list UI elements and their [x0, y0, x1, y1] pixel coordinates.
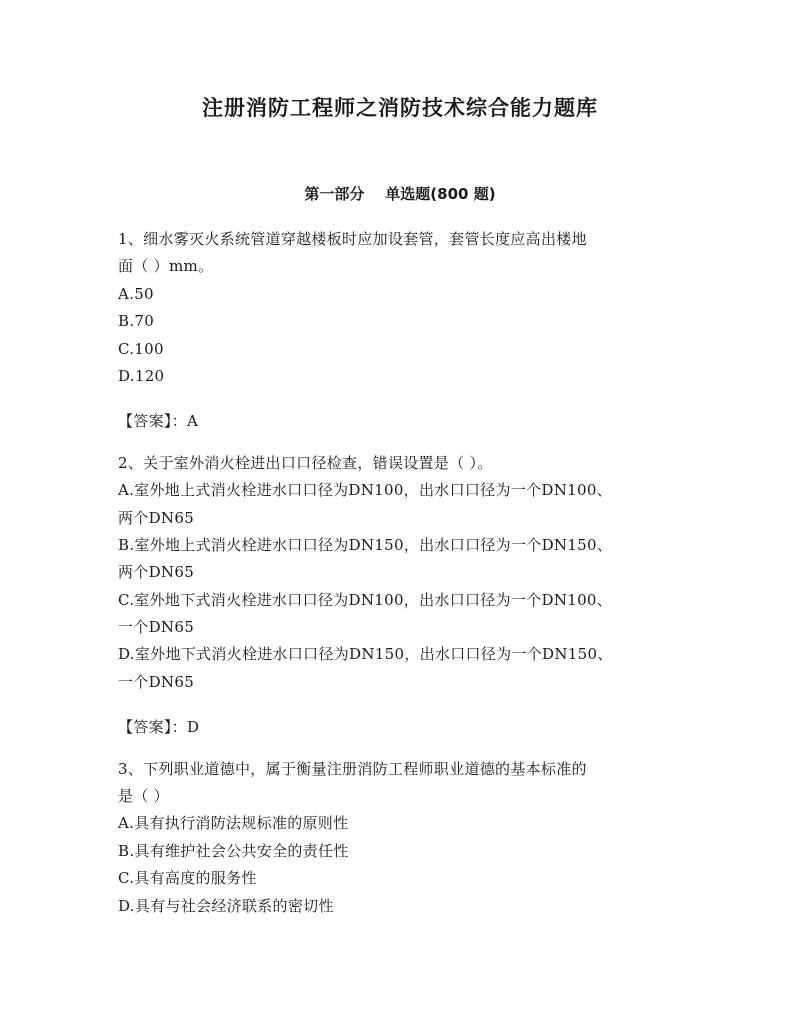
- question-3: [118, 756, 688, 920]
- question-1-answer: 【答案】：A: [118, 412, 199, 431]
- question-3-option-c: C.具有高度的服务性: [118, 869, 257, 888]
- question-2-option-d-line-2: 一个DN65: [118, 672, 195, 691]
- question-2-stem-line-1: 2、关于室外消火栓进出口口径检查，错误设置是（ ）。: [118, 453, 493, 472]
- question-3-stem-line-1: 3、下列职业道德中，属于衡量注册消防工程师职业道德的基本标准的: [118, 759, 587, 778]
- question-2-option-d-line-1: D.室外地下式消火栓进水口口径为DN150，出水口口径为一个DN150、: [118, 645, 613, 664]
- question-1-stem-line-2: 面（ ）mm。: [118, 257, 214, 276]
- question-2-option-c-line-1: C.室外地下式消火栓进水口口径为DN100，出水口口径为一个DN100、: [118, 590, 613, 609]
- question-2: [118, 450, 688, 756]
- question-3-option-a: A.具有执行消防法规标准的原则性: [118, 814, 349, 833]
- question-1-option-a: A.50: [118, 284, 154, 303]
- question-3-option-b: B.具有维护社会公共安全的责任性: [118, 841, 349, 860]
- question-2-option-b-line-2: 两个DN65: [118, 563, 195, 582]
- question-2-option-b-line-1: B.室外地上式消火栓进水口口径为DN150，出水口口径为一个DN150、: [118, 535, 613, 554]
- question-1: [118, 226, 688, 450]
- question-list: [118, 226, 688, 920]
- question-3-option-d: D.具有与社会经济联系的密切性: [118, 896, 334, 915]
- section-heading: 第一部分 单选题(800 题): [304, 185, 496, 203]
- question-1-option-d: D.120: [118, 366, 165, 385]
- question-2-answer: 【答案】：D: [118, 718, 200, 737]
- question-1-option-b: B.70: [118, 312, 155, 331]
- question-2-option-a-line-1: A.室外地上式消火栓进水口口径为DN100，出水口口径为一个DN100、: [118, 481, 612, 500]
- document-title: 注册消防工程师之消防技术综合能力题库: [202, 96, 598, 120]
- question-1-option-c: C.100: [118, 339, 164, 358]
- question-3-stem-line-2: 是（ ）: [118, 787, 169, 806]
- question-1-stem-line-1: 1、细水雾灭火系统管道穿越楼板时应加设套管，套管长度应高出楼地: [118, 230, 587, 248]
- question-2-option-c-line-2: 一个DN65: [118, 618, 195, 637]
- question-2-option-a-line-2: 两个DN65: [118, 508, 195, 527]
